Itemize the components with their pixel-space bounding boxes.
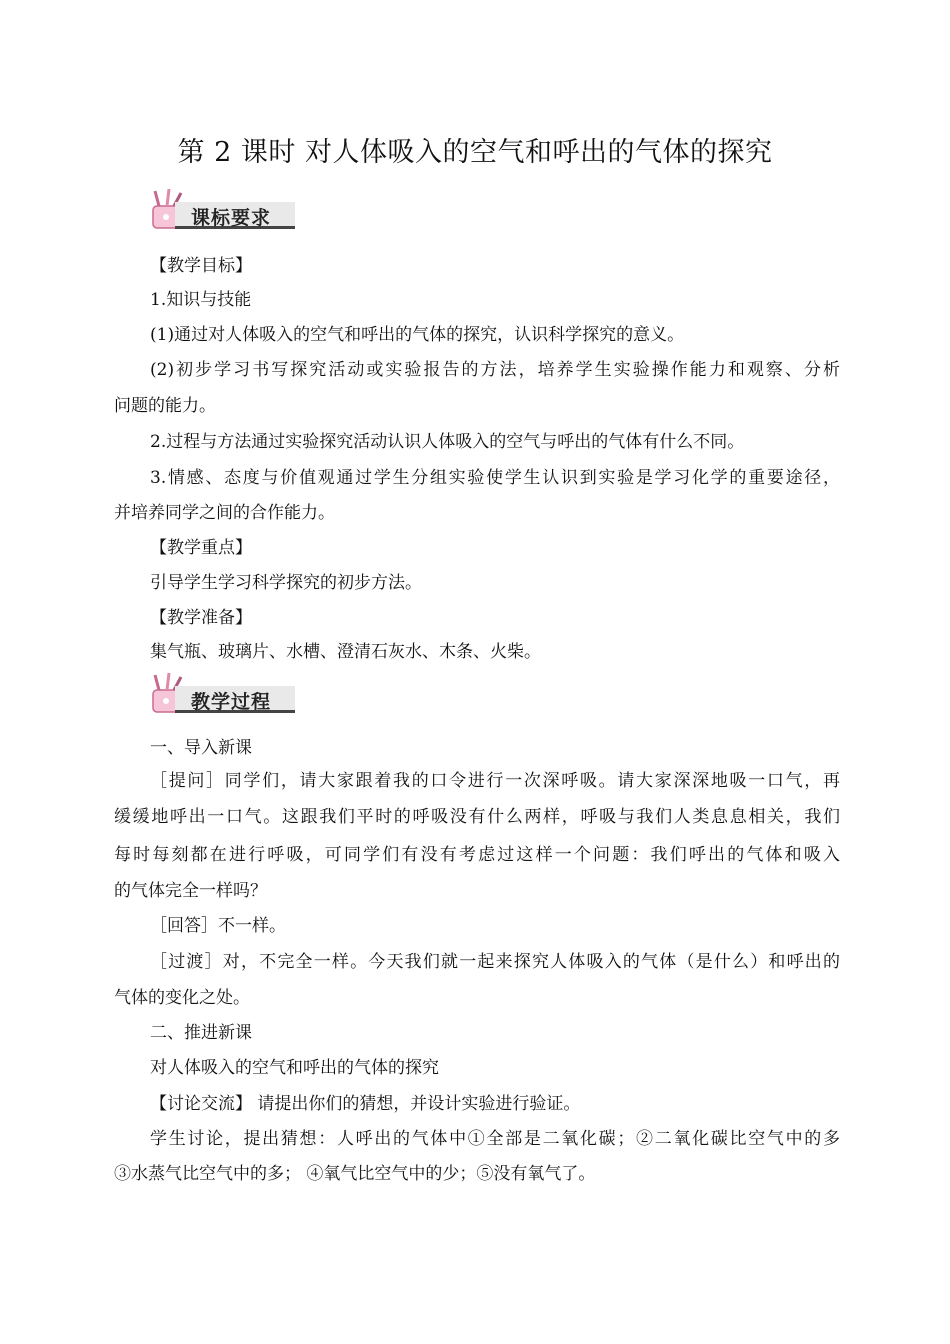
text-line: (1)通过对人体吸入的空气和呼出的气体的探究，认识科学探究的意义。 (150, 325, 685, 345)
text-line: 对人体吸入的空气和呼出的气体的探究 (150, 1058, 439, 1078)
section-banner-process (145, 672, 295, 714)
page-title: 第 2 课时 对人体吸入的空气和呼出的气体的探究 (177, 137, 773, 168)
text-line: ③水蒸气比空气中的多； ④氧气比空气中的少；⑤没有氧气了。 (114, 1164, 596, 1184)
section-banner-curriculum (145, 188, 295, 230)
text-line: 引导学生学习科学探究的初步方法。 (150, 573, 422, 593)
text-line: 3.情感、态度与价值观通过学生分组实验使学生认识到实验是学习化学的重要途径， (150, 468, 840, 488)
text-line: 1.知识与技能 (150, 290, 252, 310)
text-line: 并培养同学之间的合作能力。 (114, 503, 335, 523)
text-line: ［回答］不一样。 (150, 916, 286, 936)
heading-intro: 一、导入新课 (150, 738, 252, 758)
text-line: 的气体完全一样吗？ (114, 881, 267, 901)
text-line: 缓缓地呼出一口气。这跟我们平时的呼吸没有什么两样，呼吸与我们人类息息相关，我们 (114, 807, 840, 827)
heading-teaching-prep: 【教学准备】 (150, 608, 252, 628)
text-line: ［过渡］对，不完全一样。今天我们就一起来探究人体吸入的气体（是什么）和呼出的 (150, 952, 840, 972)
text-line: 问题的能力。 (114, 396, 216, 416)
text-line: 学生讨论，提出猜想：人呼出的气体中①全部是二氧化碳；②二氧化碳比空气中的多 (150, 1129, 840, 1149)
heading-new-lesson: 二、推进新课 (150, 1023, 252, 1043)
text-line: 气体的变化之处。 (114, 988, 250, 1008)
heading-teaching-focus: 【教学重点】 (150, 538, 252, 558)
text-line: 【讨论交流】 请提出你们的猜想，并设计实验进行验证。 (150, 1094, 581, 1114)
text-line: 每时每刻都在进行呼吸，可同学们有没有考虑过这样一个问题：我们呼出的气体和吸入 (114, 845, 840, 865)
text-line: (2)初步学习书写探究活动或实验报告的方法，培养学生实验操作能力和观察、分析 (150, 360, 840, 380)
text-line: 2.过程与方法通过实验探究活动认识人体吸入的空气与呼出的气体有什么不同。 (150, 432, 745, 452)
banner-label: 教学过程 (191, 691, 272, 713)
banner-label: 课标要求 (191, 207, 272, 229)
text-line: 集气瓶、玻璃片、水槽、澄清石灰水、木条、火柴。 (150, 642, 541, 662)
heading-teaching-goals: 【教学目标】 (150, 256, 252, 276)
text-line: ［提问］同学们，请大家跟着我的口令进行一次深呼吸。请大家深深地吸一口气，再 (150, 771, 840, 791)
